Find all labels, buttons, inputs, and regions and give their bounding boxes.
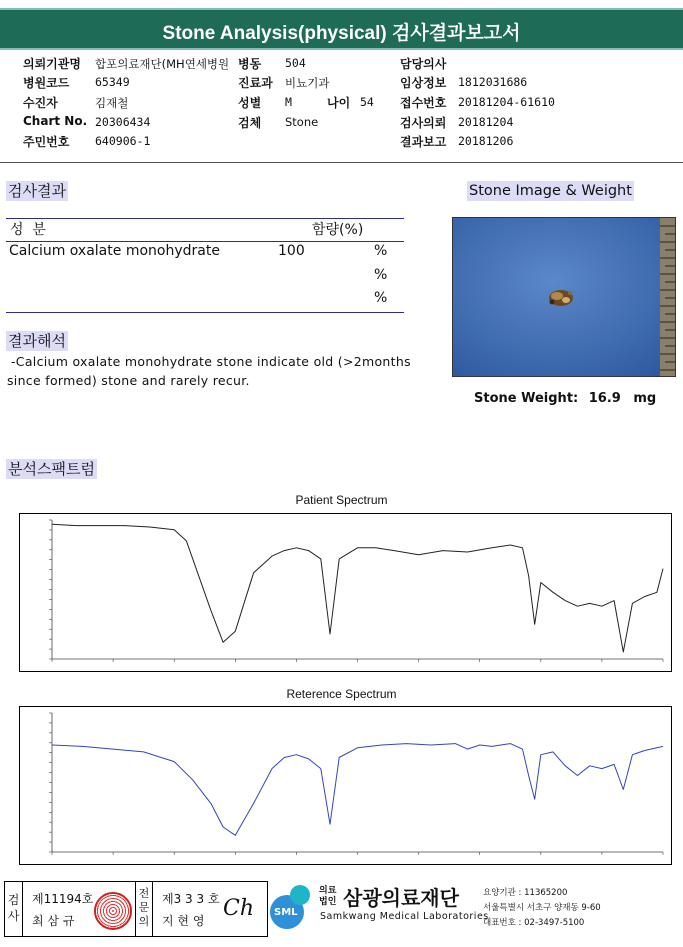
chart-value: 20306434 [95,115,151,129]
interpretation-line-1: -Calcium oxalate monohydrate stone indicate old (>2months [11,354,411,369]
patient-spectrum-chart [19,513,672,672]
reception-label: 접수번호 [400,96,447,110]
stone-photo-graphic [453,218,675,376]
results-heading: 검사결과 [8,182,66,200]
org-english: Samkwang Medical Laboratories [320,911,489,922]
ward-value: 504 [285,56,306,70]
title-bar [0,8,683,50]
age-value: 54 [360,95,374,109]
phone-label: 대표번호 : [483,918,525,928]
doctor-label: 담당의사 [400,57,447,71]
specialist-label-2: 문 [138,901,150,914]
specialist-label-3: 의 [138,915,150,928]
chart-label: Chart No. [23,114,88,128]
report-label: 결과보고 [400,135,447,149]
patient-spectrum-svg [20,514,671,671]
stone-weight-label: Stone Weight: [474,391,579,406]
request-label: 검사의뢰 [400,116,447,130]
sml-logo [270,883,314,931]
examinee-label: 수진자 [23,96,58,110]
org-name: 삼광의료재단 [343,886,459,910]
examiner-label-2: 사 [7,909,20,923]
phone-number: 02-3497-5100 [524,918,585,928]
examiner-label-cell [5,882,23,936]
org-address: 서울특별시 서초구 양재동 9-60 [483,903,601,913]
component-unit: % [374,290,388,306]
interpretation-line-2: since formed) stone and rarely recur. [7,373,250,388]
institution-label: 의뢰기관명 [23,57,81,71]
org-prefix-2: 법인 [319,897,337,907]
report-value: 20181206 [458,134,514,148]
org-prefix [319,886,336,908]
component-unit: % [374,243,388,259]
clinical-label: 임상정보 [400,76,447,90]
specialist-no: 제3 3 3 호 [162,892,220,906]
hospital-code-label: 병원코드 [23,76,70,90]
clinical-value: 1812031686 [458,75,528,89]
specialist-name: 지 현 영 [162,914,205,928]
spectrum-heading: 분석스팩트럼 [8,460,95,478]
institution-value: 합포의료재단(MH연세병원 [95,57,230,71]
page-title: Stone Analysis(physical) 검사결과보고서 [162,23,521,44]
results-header-line [6,241,404,242]
reference-spectrum-chart [19,706,672,865]
dept-value: 비뇨기과 [285,76,330,90]
request-value: 20181204 [458,115,514,129]
examiner-seal [94,892,132,930]
interpretation-heading: 결과해석 [8,332,66,350]
resident-label: 주민번호 [23,135,70,149]
care-code-label: 요양기관 : [483,888,525,898]
footer [4,881,679,941]
org-info [483,886,601,931]
image-heading: Stone Image & Weight [469,183,632,199]
examiner-no: 제11194호 [32,892,94,906]
logo-text: SML [274,907,298,918]
specialist-signature: Ch [223,896,255,921]
reference-spectrum-svg [20,707,671,864]
sex-value: M [285,95,292,109]
patient-spectrum-title: Patient Spectrum [295,493,388,507]
ward-label: 병동 [238,57,262,71]
col-component-header: 성 분 [10,222,46,238]
specimen-label: 검체 [238,116,262,130]
specialist-label-1: 전 [138,887,150,900]
logo-circle-small [290,885,310,905]
header-fields [0,52,683,152]
results-bottom-line [6,312,404,313]
component-unit: % [374,267,388,283]
component-value: 100 [278,243,305,259]
org-prefix-1: 의료 [319,886,337,896]
patient-spectrum-series-line [52,524,663,652]
reference-spectrum-series-line [52,744,663,836]
stone-specimen [549,290,573,306]
examiner-box [4,881,268,937]
hospital-code-value: 65349 [95,75,130,89]
reception-value: 20181204-61610 [458,95,555,109]
specimen-value: Stone [285,115,319,129]
reference-spectrum-title: Reterence Spectrum [286,687,397,701]
examinee-value: 김재철 [95,96,129,110]
sex-label: 성별 [238,96,262,110]
resident-value: 640906-1 [95,134,151,148]
examiner-name: 최 삼 규 [32,914,75,928]
header-divider [0,162,683,163]
specialist-label-cell [135,882,153,936]
stone-weight-unit: mg [633,391,657,406]
stone-weight-value: 16.9 [588,391,621,406]
component-name: Calcium oxalate monohydrate [9,243,220,259]
stone-photo [452,217,676,377]
dept-label: 진료과 [238,76,273,90]
stone-weight-line [474,391,656,406]
examiner-label-1: 검 [7,893,20,907]
care-code: 11365200 [524,888,568,898]
age-label: 나이 [327,96,351,110]
col-content-header: 함량(%) [312,222,364,238]
